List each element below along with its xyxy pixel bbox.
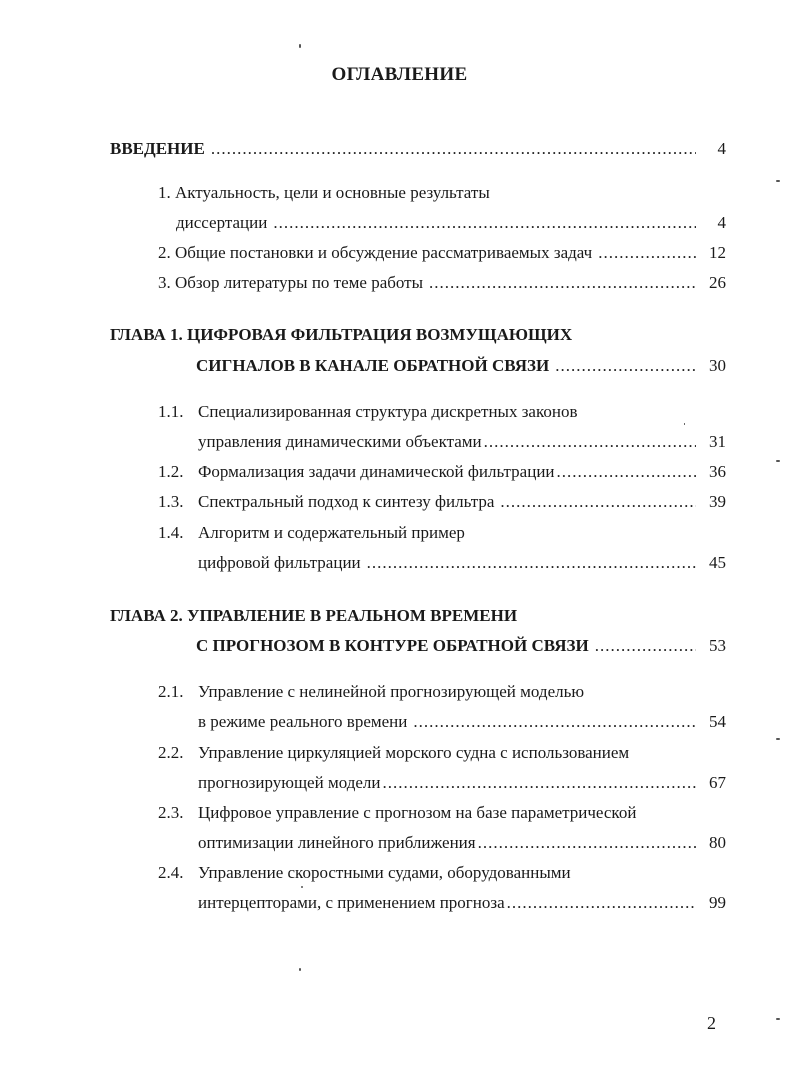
leader-dots [211, 137, 696, 161]
toc-page-number: 54 [709, 712, 726, 731]
toc-entry-text: управления динамическими объектами [198, 432, 482, 451]
toc-entry-number: 2. [158, 243, 171, 262]
toc-page-number: 80 [709, 833, 726, 852]
toc-entry-number: 2.1. [158, 682, 184, 701]
toc-entry-1-2[interactable] [158, 460, 726, 484]
toc-entry-text: Алгоритм и содержательный пример [198, 523, 465, 542]
toc-page-number: 4 [717, 139, 726, 158]
scan-speck [776, 1018, 780, 1020]
toc-entry-text: интерцепторами, с применением прогноза [198, 893, 505, 912]
toc-page-number: 36 [709, 462, 726, 481]
toc-entry-text: Управление циркуляцией морского судна с использованием [198, 743, 630, 762]
leader-dots [500, 490, 696, 514]
toc-entry-number: 1.3. [158, 492, 184, 511]
toc-entry-label: ВВЕДЕНИЕ [110, 139, 205, 158]
chapter1-heading-line2[interactable] [196, 354, 726, 378]
toc-entry-1-4-line1[interactable] [158, 521, 465, 545]
toc-entry-number: 1.4. [158, 523, 184, 542]
toc-entry-1-4-line2[interactable] [198, 551, 726, 575]
toc-entry-2[interactable] [158, 241, 726, 265]
leader-dots [478, 831, 696, 855]
toc-page-number: 26 [709, 273, 726, 292]
toc-entry-text: Специализированная структура дискретных законов [198, 402, 578, 421]
toc-entry-2-2-line1[interactable] [158, 741, 629, 765]
leader-dots [507, 891, 696, 915]
toc-entry-text: С ПРОГНОЗОМ В КОНТУРЕ ОБРАТНОЙ СВЯЗИ [196, 636, 589, 655]
toc-entry-number: 1.1. [158, 402, 184, 421]
scan-speck [776, 180, 780, 182]
toc-entry-text: диссертации [176, 213, 268, 232]
toc-entry-1-1-line2[interactable] [198, 430, 726, 454]
toc-entry-text: Цифровое управление с прогнозом на базе параметрической [198, 803, 637, 822]
scan-speck [776, 460, 780, 462]
toc-entry-2-1-line2[interactable] [198, 710, 726, 734]
scan-speck [684, 423, 685, 425]
toc-entry-number: 2.3. [158, 803, 184, 822]
leader-dots [484, 430, 696, 454]
leader-dots [595, 634, 696, 658]
toc-entry-text: цифровой фильтрации [198, 553, 361, 572]
page-number: 2 [707, 1013, 716, 1033]
toc-entry-2-4-line2[interactable] [198, 891, 726, 915]
scan-speck [301, 886, 303, 888]
toc-entry-2-2-line2[interactable] [198, 771, 726, 795]
toc-entry-text: прогнозирующей модели [198, 773, 381, 792]
leader-dots [555, 354, 696, 378]
leader-dots [273, 211, 696, 235]
toc-page-number: 4 [717, 213, 726, 232]
toc-entry-3[interactable] [158, 271, 726, 295]
toc-entry-2-3-line2[interactable] [198, 831, 726, 855]
toc-page-number: 99 [709, 893, 726, 912]
toc-entry-text: Формализация задачи динамической фильтрации [198, 462, 555, 481]
toc-entry-1-1-line1[interactable] [158, 400, 578, 424]
leader-dots [382, 771, 696, 795]
toc-page-number: 53 [709, 636, 726, 655]
scan-speck [299, 44, 301, 48]
chapter2-heading-line2[interactable] [196, 634, 726, 658]
leader-dots [429, 271, 696, 295]
toc-entry-number: 1.2. [158, 462, 184, 481]
toc-entry-text: Актуальность, цели и основные результаты [175, 183, 490, 202]
toc-entry-number: 2.4. [158, 863, 184, 882]
page-title: ОГЛАВЛЕНИЕ [331, 64, 468, 85]
toc-entry-text: Спектральный подход к синтезу фильтра [198, 492, 495, 511]
toc-entry-text: Обзор литературы по теме работы [175, 273, 424, 292]
toc-entry-text: в режиме реального времени [198, 712, 408, 731]
toc-page-number: 31 [709, 432, 726, 451]
chapter1-heading-line1[interactable]: ГЛАВА 1. ЦИФРОВАЯ ФИЛЬТРАЦИЯ ВОЗМУЩАЮЩИХ [110, 325, 573, 344]
scan-speck [299, 968, 301, 971]
toc-page-number: 39 [709, 492, 726, 511]
scan-speck [776, 738, 780, 740]
toc-entry-2-1-line1[interactable] [158, 680, 584, 704]
toc-entry-text: СИГНАЛОВ В КАНАЛЕ ОБРАТНОЙ СВЯЗИ [196, 356, 550, 375]
toc-entry-text: оптимизации линейного приближения [198, 833, 476, 852]
leader-dots [413, 710, 696, 734]
chapter2-heading-line1[interactable]: ГЛАВА 2. УПРАВЛЕНИЕ В РЕАЛЬНОМ ВРЕМЕНИ [110, 606, 518, 625]
toc-entry-number: 2.2. [158, 743, 184, 762]
toc-entry-text: Управление с нелинейной прогнозирующей моделью [198, 682, 585, 701]
leader-dots [557, 460, 696, 484]
toc-entry-1-3[interactable] [158, 490, 726, 514]
toc-entry-text: Общие постановки и обсуждение рассматриваемых задач [175, 243, 593, 262]
toc-entry-number: 3. [158, 273, 171, 292]
toc-entry-2-4-line1[interactable] [158, 861, 571, 885]
toc-page-number: 45 [709, 553, 726, 572]
toc-entry-1-line2[interactable] [176, 211, 726, 235]
toc-page-number: 12 [709, 243, 726, 262]
toc-entry-number: 1. [158, 183, 171, 202]
leader-dots [598, 241, 696, 265]
toc-page-number: 30 [709, 356, 726, 375]
leader-dots [367, 551, 696, 575]
toc-entry-intro[interactable] [110, 137, 726, 161]
toc-entry-1-line1[interactable] [158, 181, 490, 205]
toc-entry-2-3-line1[interactable] [158, 801, 636, 825]
toc-entry-text: Управление скоростными судами, оборудованными [198, 863, 571, 882]
toc-page-number: 67 [709, 773, 726, 792]
